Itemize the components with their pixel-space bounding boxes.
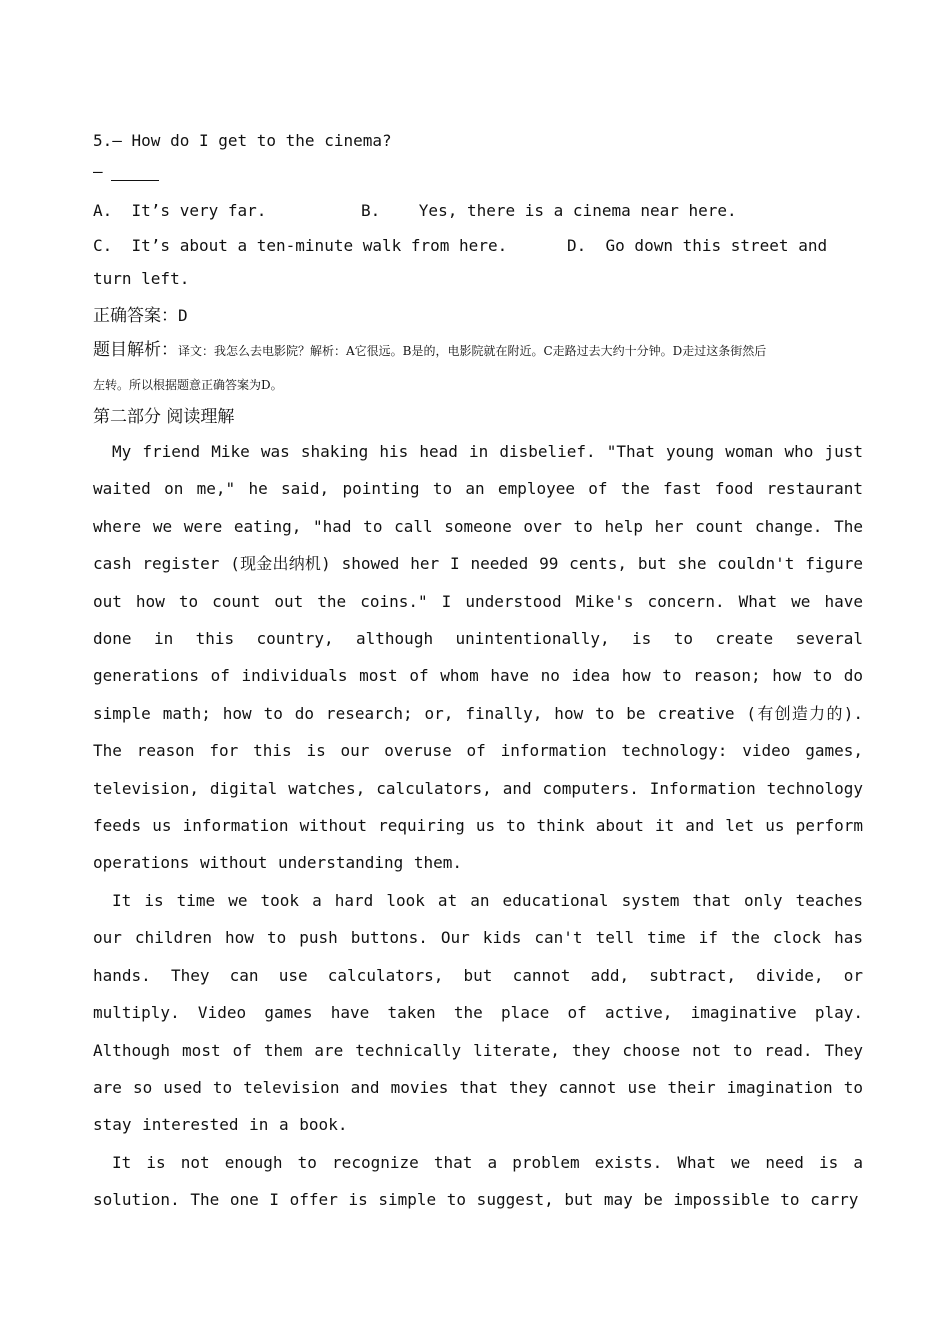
option-c: C. It’s about a ten-minute walk from here. [93, 236, 508, 255]
analysis-line-1 [93, 333, 863, 367]
option-b: B. Yes, there is a cinema near here. [361, 201, 737, 220]
document-page [93, 124, 863, 1219]
passage-paragraph-2: It is time we took a hard look at an educational system that only teaches our children how to push buttons. Our kids can't tell time if the clock has hands. They can use calculators, but cannot add, subtract, divide, or multiply. Video games have taken the place of active, imaginative play. Although most of them are technically literate, they choose not to read. They are so used to television and movies that they cannot use their imagination to stay interested in a book. [93, 890, 863, 1135]
answer-label: 正确答案： [93, 306, 178, 326]
analysis-line-2 [93, 367, 863, 401]
passage-paragraph-3: It is not enough to recognize that a problem exists. What we need is a solution. The one I offer is simple to suggest, but may be impossible to carry [93, 1152, 863, 1210]
option-d: D. Go down this street and [567, 236, 828, 255]
reply-dash: — [93, 162, 103, 181]
passage-paragraph-1: My friend Mike was shaking his head in disbelief. "That young woman who just waited on me," he said, pointing to an employee of the fast food restaurant where we were eating, "had to call someone over to help her count change. The cash register (现金出纳机) showed her I needed 99 cents, but she couldn't figure out how to count out the coins." I understood Mike's concern. What we have done in this country, although unintentionally, is to create several generations of individuals most of whom have no idea how to reason; how to do simple math; how to do research; or, finally, how to be creative (有创造力的). The reason for this is our overuse of information technology: video games, television, digital watches, calculators, and computers. Information technology feeds us information without requiring us to think about it and let us perform operations without understanding them. [93, 442, 863, 873]
answer-blank [111, 164, 159, 181]
option-d-continued: turn left. [93, 269, 190, 288]
answer-blank-line [93, 157, 863, 194]
section-title: 第二部分 阅读理解 [93, 407, 235, 427]
answer-value: D [178, 306, 188, 325]
correct-answer [93, 299, 863, 333]
options-row-2 [93, 227, 863, 264]
options-row-1 [93, 194, 863, 227]
analysis-text-1: 译文：我怎么去电影院？解析：A它很远。B是的，电影院就在附近。C走路过去大约十分钟。D走过这条街然后 [178, 344, 767, 358]
option-a: A. It’s very far. [93, 201, 267, 220]
analysis-text-2: 左转。所以根据题意正确答案为D。 [93, 378, 283, 392]
analysis-block [93, 333, 863, 401]
analysis-label: 题目解析： [93, 340, 178, 360]
question-stem: 5.— How do I get to the cinema? [93, 131, 392, 150]
